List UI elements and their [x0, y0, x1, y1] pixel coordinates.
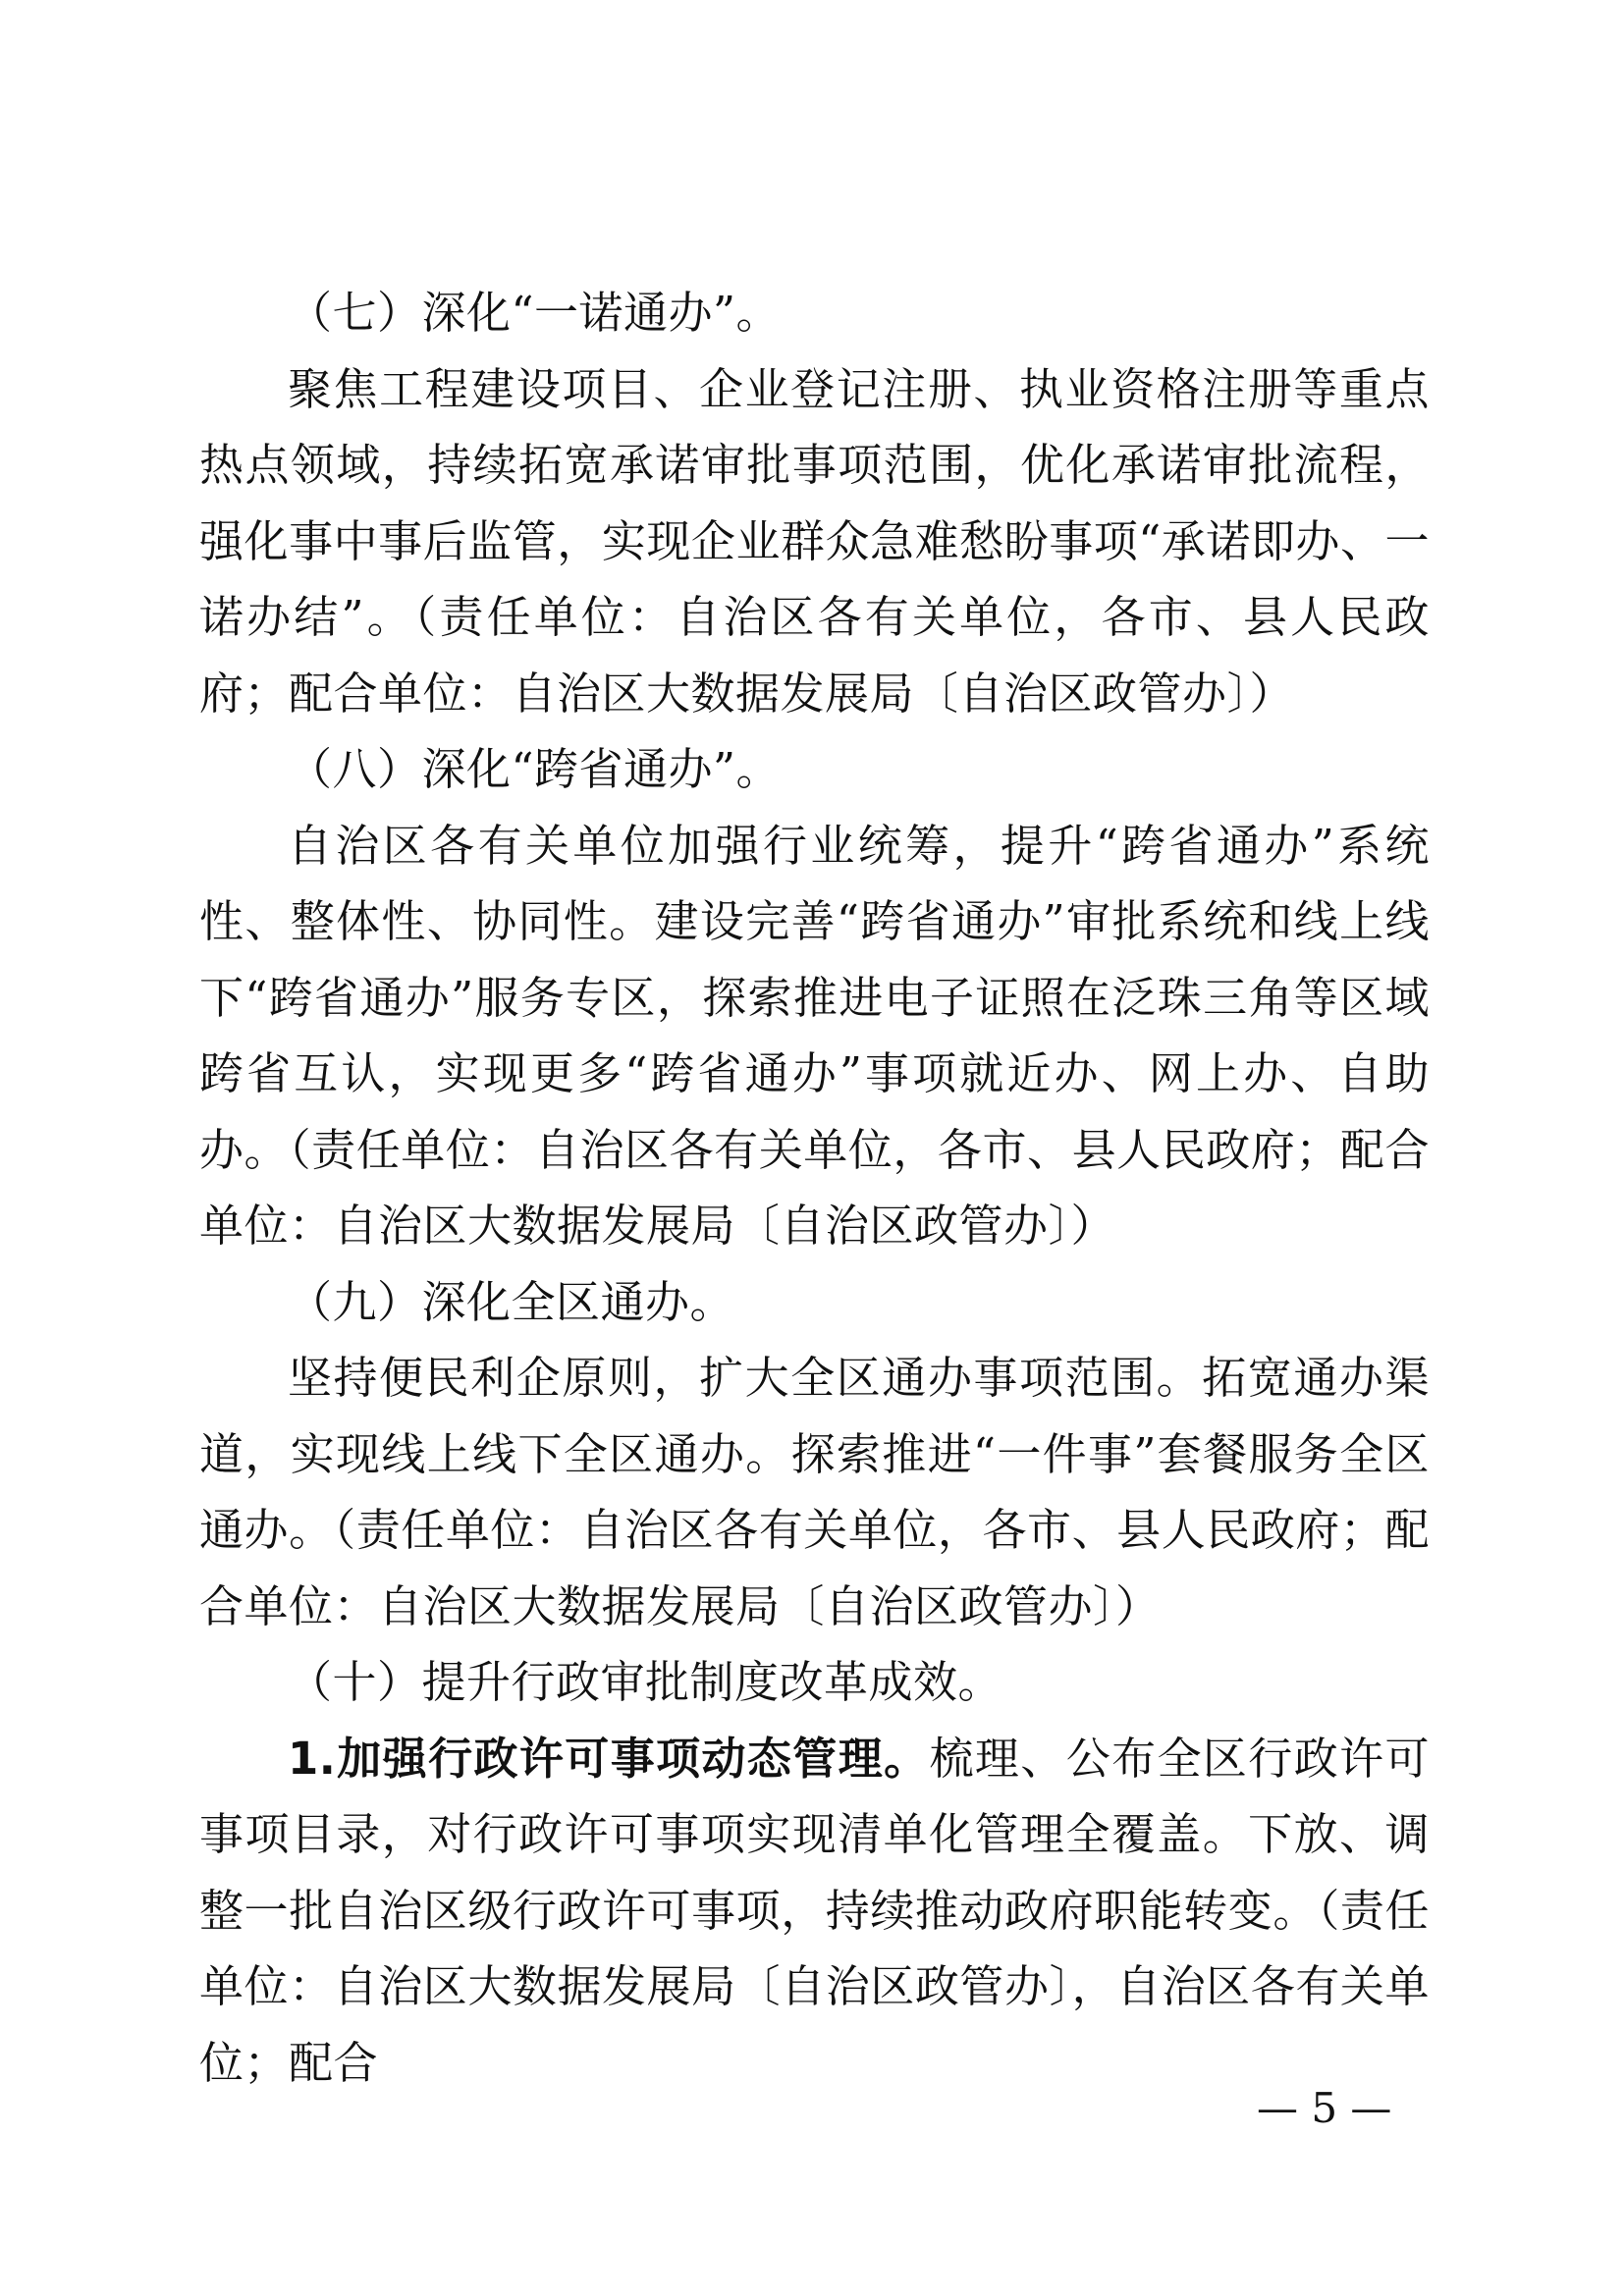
section-heading-9: （九）深化全区通办。 [288, 1275, 735, 1328]
paragraph-8: 自治区各有关单位加强行业统筹，提升“跨省通办”系统性、整体性、协同性。建设完善“跨省通办”审批系统和线上线下“跨省通办”服务专区，探索推进电子证照在泛珠三角等区域跨省互认，实现更多“跨省通办”事项就近办、网上办、自助办。（责任单位：自治区各有关单位，各市、县人民政府；配合单位：自治区大数据发展局〔自治区政管办〕） [199, 819, 1430, 1252]
paragraph-10 [199, 1721, 1430, 2102]
section-heading-7: （七）深化“一诺通办”。 [288, 287, 782, 339]
paragraph-9: 坚持便民利企原则，扩大全区通办事项范围。拓宽通办渠道，实现线上线下全区通办。探索推进“一件事”套餐服务全区通办。（责任单位：自治区各有关单位，各市、县人民政府；配合单位：自治区大数据发展局〔自治区政管办〕） [199, 1352, 1430, 1632]
section-heading-8: （八）深化“跨省通办”。 [288, 743, 782, 795]
paragraph-10-bold-lead: 1.加强行政许可事项动态管理。 [288, 1732, 930, 1785]
document-body [199, 275, 1430, 2101]
paragraph-7: 聚焦工程建设项目、企业登记注册、执业资格注册等重点热点领域，持续拓宽承诺审批事项范围，优化承诺审批流程，强化事中事后监管，实现企业群众急难愁盼事项“承诺即办、一诺办结”。（责任单位：自治区各有关单位，各市、县人民政府；配合单位：自治区大数据发展局〔自治区政管办〕） [199, 362, 1430, 720]
section-heading-10: （十）提升行政审批制度改革成效。 [288, 1656, 1003, 1708]
paragraph-10-text: 梳理、公布全区行政许可事项目录，对行政许可事项实现清单化管理全覆盖。下放、调整一批自治区级行政许可事项，持续推动政府职能转变。（责任单位：自治区大数据发展局〔自治区政管办〕，自治区各有关单位；配合 [199, 1732, 1430, 2089]
page-number: — 5 — [1257, 2084, 1392, 2132]
